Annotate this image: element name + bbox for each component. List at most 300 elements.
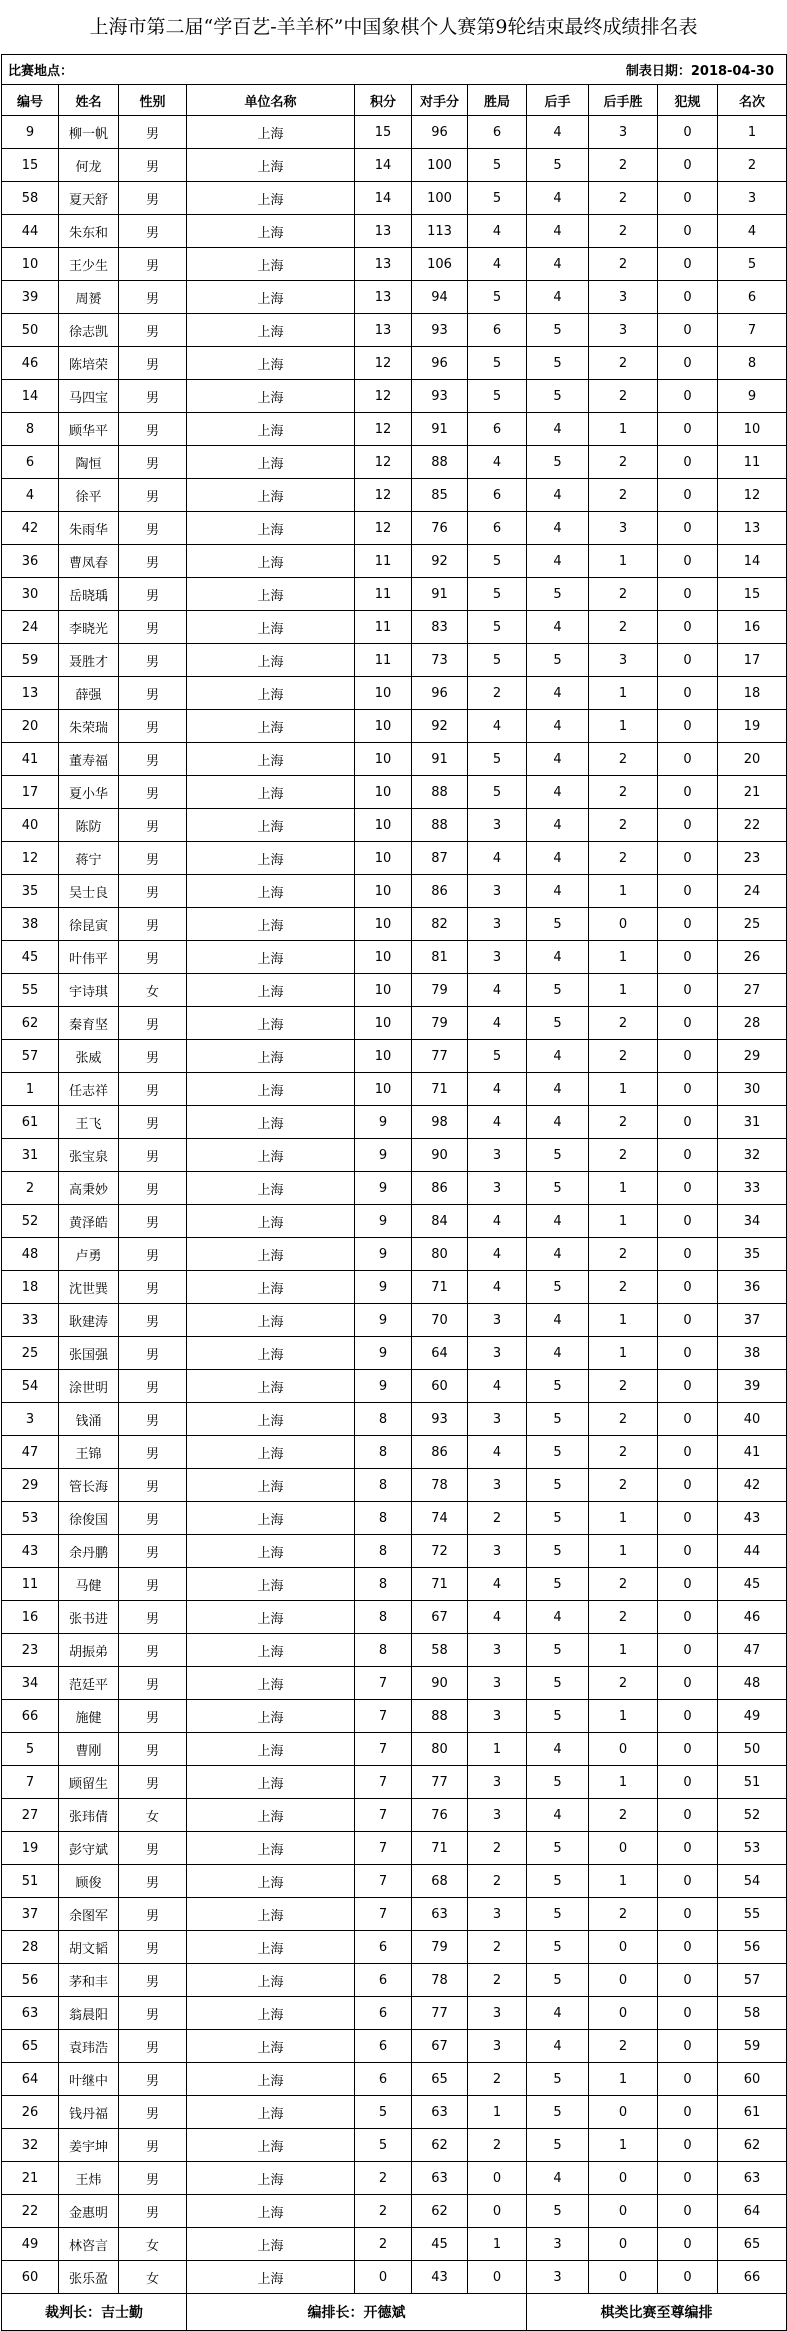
table-cell: 2: [589, 1106, 658, 1139]
table-cell: 男: [119, 908, 187, 941]
table-cell: 男: [119, 413, 187, 446]
table-cell: 男: [119, 1568, 187, 1601]
table-cell: 王飞: [59, 1106, 119, 1139]
table-row: [2, 1931, 787, 1964]
table-cell: 0: [658, 1370, 718, 1403]
table-cell: 7: [355, 1667, 412, 1700]
table-cell: 0: [658, 1964, 718, 1997]
table-cell: 92: [412, 710, 468, 743]
table-cell: 70: [412, 1304, 468, 1337]
table-cell: 54: [2, 1370, 59, 1403]
table-cell: 男: [119, 149, 187, 182]
table-cell: 上海: [187, 1469, 355, 1502]
table-cell: 李晓光: [59, 611, 119, 644]
table-cell: 3: [589, 314, 658, 347]
table-cell: 68: [412, 1865, 468, 1898]
table-cell: 4: [2, 479, 59, 512]
table-cell: 16: [2, 1601, 59, 1634]
table-cell: 5: [527, 1535, 589, 1568]
table-cell: 0: [589, 2261, 658, 2294]
table-row: [2, 1040, 787, 1073]
table-cell: 5: [527, 1865, 589, 1898]
table-cell: 2: [589, 182, 658, 215]
table-cell: 0: [658, 215, 718, 248]
table-cell: 4: [468, 1601, 527, 1634]
table-cell: 96: [412, 347, 468, 380]
table-cell: 55: [2, 974, 59, 1007]
table-cell: 25: [2, 1337, 59, 1370]
table-cell: 男: [119, 2096, 187, 2129]
table-cell: 0: [658, 908, 718, 941]
table-cell: 0: [658, 743, 718, 776]
table-cell: 0: [658, 1139, 718, 1172]
table-cell: 64: [718, 2195, 787, 2228]
table-cell: 4: [468, 215, 527, 248]
table-cell: 上海: [187, 1898, 355, 1931]
table-cell: 3: [468, 1139, 527, 1172]
table-cell: 薛强: [59, 677, 119, 710]
table-cell: 96: [412, 116, 468, 149]
table-cell: 上海: [187, 149, 355, 182]
table-cell: 1: [589, 1337, 658, 1370]
table-cell: 男: [119, 875, 187, 908]
table-cell: 0: [589, 2195, 658, 2228]
table-cell: 2: [589, 380, 658, 413]
table-cell: 2: [468, 677, 527, 710]
table-row: [2, 1667, 787, 1700]
table-cell: 2: [589, 1667, 658, 1700]
table-cell: 4: [527, 2162, 589, 2195]
table-cell: 2: [355, 2228, 412, 2261]
table-cell: 13: [355, 281, 412, 314]
table-cell: 33: [2, 1304, 59, 1337]
table-cell: 10: [355, 974, 412, 1007]
table-cell: 4: [527, 1799, 589, 1832]
table-cell: 77: [412, 1766, 468, 1799]
table-cell: 45: [412, 2228, 468, 2261]
table-row: [2, 1865, 787, 1898]
table-cell: 83: [412, 611, 468, 644]
table-cell: 上海: [187, 446, 355, 479]
table-cell: 男: [119, 446, 187, 479]
table-cell: 胡文韬: [59, 1931, 119, 1964]
table-cell: 5: [718, 248, 787, 281]
table-cell: 7: [718, 314, 787, 347]
table-cell: 上海: [187, 347, 355, 380]
table-cell: 女: [119, 2261, 187, 2294]
table-cell: 4: [468, 1073, 527, 1106]
table-cell: 5: [468, 743, 527, 776]
table-cell: 上海: [187, 1634, 355, 1667]
table-cell: 男: [119, 314, 187, 347]
table-cell: 6: [2, 446, 59, 479]
table-cell: 45: [2, 941, 59, 974]
table-cell: 上海: [187, 281, 355, 314]
table-cell: 12: [355, 446, 412, 479]
table-row: [2, 611, 787, 644]
table-cell: 5: [468, 644, 527, 677]
table-cell: 67: [412, 1601, 468, 1634]
table-cell: 5: [468, 281, 527, 314]
table-cell: 上海: [187, 974, 355, 1007]
table-cell: 2: [589, 1403, 658, 1436]
table-cell: 98: [412, 1106, 468, 1139]
table-cell: 上海: [187, 512, 355, 545]
table-cell: 37: [2, 1898, 59, 1931]
software-label: 棋类比赛至尊编排: [527, 2294, 787, 2331]
table-cell: 上海: [187, 1436, 355, 1469]
table-cell: 0: [658, 380, 718, 413]
table-cell: 2: [355, 2195, 412, 2228]
table-cell: 男: [119, 578, 187, 611]
table-cell: 男: [119, 1634, 187, 1667]
column-header: 后手: [527, 85, 589, 116]
table-cell: 4: [468, 1370, 527, 1403]
table-cell: 徐志凯: [59, 314, 119, 347]
table-cell: 男: [119, 1370, 187, 1403]
table-cell: 64: [2, 2063, 59, 2096]
table-cell: 2: [468, 2063, 527, 2096]
table-cell: 3: [589, 116, 658, 149]
table-cell: 94: [412, 281, 468, 314]
meta-row: [2, 55, 787, 85]
table-cell: 6: [468, 413, 527, 446]
table-cell: 63: [412, 1898, 468, 1931]
table-cell: 1: [589, 1073, 658, 1106]
table-row: [2, 1337, 787, 1370]
table-cell: 3: [468, 1766, 527, 1799]
table-cell: 0: [658, 2195, 718, 2228]
table-row: [2, 545, 787, 578]
table-cell: 5: [527, 2129, 589, 2162]
table-cell: 10: [355, 677, 412, 710]
table-cell: 31: [2, 1139, 59, 1172]
table-row: [2, 1997, 787, 2030]
table-cell: 2: [589, 1007, 658, 1040]
table-cell: 1: [468, 2096, 527, 2129]
table-row: [2, 2195, 787, 2228]
table-row: [2, 842, 787, 875]
table-cell: 卢勇: [59, 1238, 119, 1271]
table-cell: 0: [658, 1040, 718, 1073]
date-value: 2018-04-30: [690, 64, 775, 79]
table-row: [2, 1238, 787, 1271]
table-cell: 27: [718, 974, 787, 1007]
table-cell: 5: [527, 644, 589, 677]
table-cell: 女: [119, 974, 187, 1007]
table-cell: 男: [119, 1337, 187, 1370]
table-cell: 0: [658, 1106, 718, 1139]
table-cell: 张书进: [59, 1601, 119, 1634]
table-cell: 86: [412, 1436, 468, 1469]
table-cell: 86: [412, 875, 468, 908]
table-cell: 男: [119, 1766, 187, 1799]
table-row: [2, 314, 787, 347]
table-cell: 2: [589, 1799, 658, 1832]
table-cell: 上海: [187, 677, 355, 710]
table-cell: 14: [2, 380, 59, 413]
table-cell: 71: [412, 1073, 468, 1106]
table-cell: 54: [718, 1865, 787, 1898]
table-cell: 0: [658, 1634, 718, 1667]
table-cell: 5: [527, 1931, 589, 1964]
table-cell: 93: [412, 380, 468, 413]
table-cell: 8: [355, 1469, 412, 1502]
table-cell: 4: [468, 710, 527, 743]
table-cell: 5: [468, 578, 527, 611]
table-cell: 19: [718, 710, 787, 743]
table-cell: 49: [2, 2228, 59, 2261]
table-cell: 9: [355, 1139, 412, 1172]
table-cell: 男: [119, 182, 187, 215]
table-cell: 78: [412, 1964, 468, 1997]
table-cell: 0: [658, 1733, 718, 1766]
table-cell: 50: [718, 1733, 787, 1766]
table-cell: 2: [589, 611, 658, 644]
table-row: [2, 215, 787, 248]
table-cell: 上海: [187, 1271, 355, 1304]
table-cell: 35: [718, 1238, 787, 1271]
table-cell: 51: [2, 1865, 59, 1898]
table-cell: 男: [119, 545, 187, 578]
table-cell: 0: [658, 776, 718, 809]
table-cell: 55: [718, 1898, 787, 1931]
table-cell: 10: [355, 941, 412, 974]
table-cell: 44: [718, 1535, 787, 1568]
table-cell: 5: [468, 182, 527, 215]
table-cell: 5: [527, 2195, 589, 2228]
table-cell: 高秉妙: [59, 1172, 119, 1205]
table-cell: 施健: [59, 1700, 119, 1733]
table-cell: 0: [589, 1997, 658, 2030]
table-cell: 马健: [59, 1568, 119, 1601]
table-cell: 0: [658, 116, 718, 149]
table-cell: 周赟: [59, 281, 119, 314]
table-row: [2, 875, 787, 908]
table-cell: 上海: [187, 1304, 355, 1337]
table-cell: 男: [119, 1733, 187, 1766]
table-cell: 余丹鹏: [59, 1535, 119, 1568]
table-cell: 60: [718, 2063, 787, 2096]
table-cell: 曹刚: [59, 1733, 119, 1766]
table-cell: 5: [468, 1040, 527, 1073]
table-cell: 0: [658, 1172, 718, 1205]
table-cell: 王少生: [59, 248, 119, 281]
table-cell: 2: [589, 347, 658, 380]
table-cell: 张威: [59, 1040, 119, 1073]
table-cell: 4: [527, 182, 589, 215]
table-cell: 78: [412, 1469, 468, 1502]
table-cell: 7: [355, 1832, 412, 1865]
table-cell: 男: [119, 1040, 187, 1073]
table-cell: 男: [119, 1964, 187, 1997]
table-cell: 上海: [187, 2096, 355, 2129]
table-cell: 0: [658, 809, 718, 842]
table-cell: 2: [468, 1832, 527, 1865]
table-row: [2, 1898, 787, 1931]
table-cell: 43: [718, 1502, 787, 1535]
table-cell: 5: [527, 1634, 589, 1667]
table-cell: 6: [355, 1931, 412, 1964]
table-cell: 13: [355, 314, 412, 347]
table-cell: 3: [468, 1403, 527, 1436]
table-cell: 57: [2, 1040, 59, 1073]
table-cell: 91: [412, 743, 468, 776]
table-cell: 0: [658, 578, 718, 611]
table-cell: 2: [589, 1040, 658, 1073]
table-cell: 3: [468, 941, 527, 974]
table-cell: 5: [527, 1667, 589, 1700]
table-cell: 0: [658, 1667, 718, 1700]
table-cell: 1: [589, 2129, 658, 2162]
table-cell: 6: [355, 2063, 412, 2096]
table-cell: 2: [589, 1469, 658, 1502]
table-cell: 0: [658, 1931, 718, 1964]
table-row: [2, 116, 787, 149]
table-cell: 2: [589, 1370, 658, 1403]
table-cell: 上海: [187, 611, 355, 644]
table-cell: 3: [468, 1667, 527, 1700]
table-row: [2, 1700, 787, 1733]
table-cell: 3: [468, 1898, 527, 1931]
table-cell: 3: [468, 875, 527, 908]
table-cell: 5: [527, 446, 589, 479]
table-cell: 37: [718, 1304, 787, 1337]
table-cell: 上海: [187, 776, 355, 809]
table-cell: 徐平: [59, 479, 119, 512]
table-cell: 4: [527, 545, 589, 578]
column-header: 积分: [355, 85, 412, 116]
table-cell: 4: [468, 446, 527, 479]
table-row: [2, 512, 787, 545]
table-cell: 15: [718, 578, 787, 611]
table-cell: 63: [2, 1997, 59, 2030]
table-cell: 3: [468, 1337, 527, 1370]
table-cell: 3: [468, 1799, 527, 1832]
table-cell: 5: [527, 1403, 589, 1436]
table-cell: 4: [527, 710, 589, 743]
table-cell: 男: [119, 2129, 187, 2162]
table-cell: 17: [718, 644, 787, 677]
table-cell: 0: [589, 1832, 658, 1865]
table-cell: 79: [412, 974, 468, 1007]
table-cell: 2: [589, 578, 658, 611]
table-cell: 46: [718, 1601, 787, 1634]
table-cell: 3: [468, 1469, 527, 1502]
table-row: [2, 149, 787, 182]
table-cell: 1: [589, 710, 658, 743]
table-cell: 0: [658, 1997, 718, 2030]
table-cell: 10: [355, 743, 412, 776]
table-row: [2, 1403, 787, 1436]
table-cell: 0: [589, 1931, 658, 1964]
table-cell: 0: [589, 1964, 658, 1997]
table-row: [2, 578, 787, 611]
table-cell: 46: [2, 347, 59, 380]
table-cell: 上海: [187, 1238, 355, 1271]
table-cell: 2: [468, 1964, 527, 1997]
table-cell: 63: [412, 2096, 468, 2129]
table-cell: 32: [2, 2129, 59, 2162]
table-cell: 2: [589, 809, 658, 842]
table-cell: 80: [412, 1238, 468, 1271]
table-cell: 93: [412, 1403, 468, 1436]
table-cell: 6: [355, 1964, 412, 1997]
table-cell: 88: [412, 809, 468, 842]
table-cell: 上海: [187, 578, 355, 611]
table-cell: 4: [468, 974, 527, 1007]
table-cell: 2: [589, 1898, 658, 1931]
table-cell: 76: [412, 512, 468, 545]
table-cell: 5: [468, 380, 527, 413]
table-cell: 0: [658, 1865, 718, 1898]
table-cell: 8: [355, 1634, 412, 1667]
table-cell: 0: [658, 842, 718, 875]
table-cell: 男: [119, 1700, 187, 1733]
table-cell: 2: [589, 479, 658, 512]
table-cell: 男: [119, 1997, 187, 2030]
table-cell: 0: [658, 677, 718, 710]
table-cell: 4: [468, 1205, 527, 1238]
table-cell: 53: [2, 1502, 59, 1535]
column-header: 姓名: [59, 85, 119, 116]
header-row: [2, 85, 787, 116]
table-cell: 男: [119, 1898, 187, 1931]
table-cell: 3: [468, 1997, 527, 2030]
table-cell: 15: [355, 116, 412, 149]
table-cell: 上海: [187, 116, 355, 149]
table-cell: 4: [527, 743, 589, 776]
table-cell: 上海: [187, 1832, 355, 1865]
table-row: [2, 1799, 787, 1832]
table-cell: 57: [718, 1964, 787, 1997]
table-cell: 0: [658, 1469, 718, 1502]
table-cell: 15: [2, 149, 59, 182]
table-cell: 82: [412, 908, 468, 941]
table-cell: 11: [355, 611, 412, 644]
table-cell: 男: [119, 2063, 187, 2096]
table-cell: 12: [718, 479, 787, 512]
table-cell: 86: [412, 1172, 468, 1205]
table-cell: 上海: [187, 1733, 355, 1766]
table-cell: 上海: [187, 314, 355, 347]
table-cell: 管长海: [59, 1469, 119, 1502]
table-cell: 13: [718, 512, 787, 545]
table-cell: 79: [412, 1007, 468, 1040]
table-cell: 5: [527, 908, 589, 941]
table-cell: 1: [589, 413, 658, 446]
table-cell: 9: [355, 1172, 412, 1205]
table-cell: 男: [119, 1436, 187, 1469]
table-cell: 2: [589, 149, 658, 182]
table-cell: 5: [355, 2096, 412, 2129]
table-cell: 11: [2, 1568, 59, 1601]
table-cell: 6: [468, 314, 527, 347]
table-cell: 6: [718, 281, 787, 314]
table-cell: 0: [658, 875, 718, 908]
table-cell: 5: [527, 380, 589, 413]
table-cell: 顾留生: [59, 1766, 119, 1799]
table-cell: 2: [589, 2030, 658, 2063]
table-cell: 8: [718, 347, 787, 380]
table-cell: 4: [468, 1436, 527, 1469]
table-cell: 4: [527, 1997, 589, 2030]
table-cell: 9: [355, 1304, 412, 1337]
table-cell: 5: [468, 776, 527, 809]
table-cell: 31: [718, 1106, 787, 1139]
table-cell: 0: [658, 710, 718, 743]
table-cell: 男: [119, 1502, 187, 1535]
